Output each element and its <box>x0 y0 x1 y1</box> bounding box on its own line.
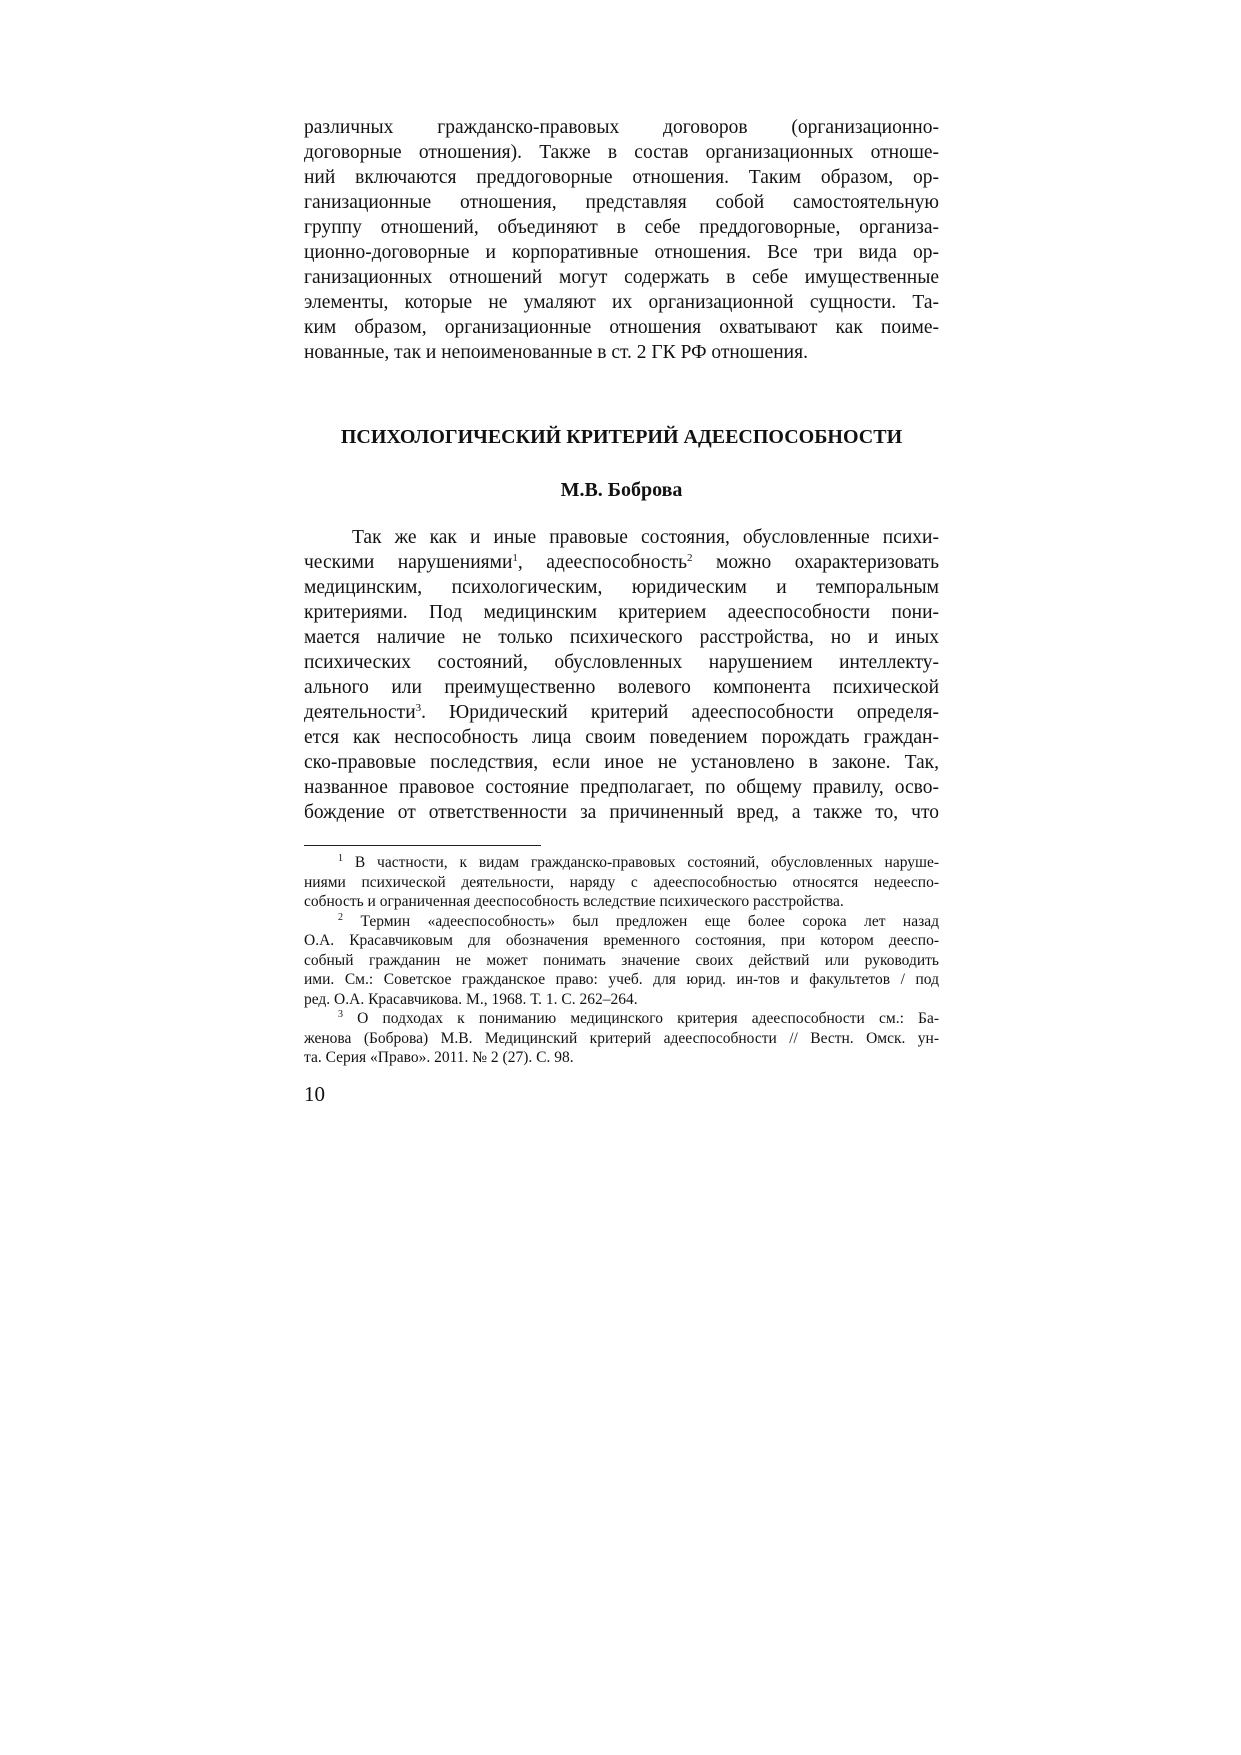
text-line: деятельности$^3$. Юридический критерий адееспособности определя- <box>304 702 939 723</box>
text-line: ким образом, организационные отношения охватывают как поиме- <box>304 317 939 338</box>
article-author: М.В. Боброва <box>560 479 683 501</box>
footnote-divider <box>304 845 541 846</box>
footnote-1-line: $^1$ В частности, к видам гражданско-правовых состояний, обусловленных наруше- <box>338 853 939 871</box>
text-line: ний включаются преддоговорные отношения. Таким образом, ор- <box>304 167 939 188</box>
text-line: группу отношений, объединяют в себе преддоговорные, организа- <box>304 217 939 238</box>
text-line: бождение от ответственности за причиненный вред, а также то, что <box>304 802 939 823</box>
text-line: договорные отношения). Также в состав организационных отноше- <box>304 142 939 163</box>
footnote-3-line: та. Серия «Право». 2011. № 2 (27). С. 98. <box>304 1049 574 1066</box>
text-line: ального или преимущественно волевого компонента психической <box>304 677 939 698</box>
footnote-1-line: собность и ограниченная дееспособность вследствие психического расстройства. <box>304 893 844 910</box>
footnote-3-line: $^3$ О подходах к пониманию медицинского критерия адееспособности см.: Ба- <box>338 1009 939 1027</box>
footnote-2-line: О.А. Красавчиковым для обозначения временного состояния, при котором дееспо- <box>304 932 939 949</box>
text-line: различных гражданско-правовых договоров (организационно- <box>304 117 939 138</box>
article-title: ПСИХОЛОГИЧЕСКИЙ КРИТЕРИЙ АДЕЕСПОСОБНОСТИ <box>340 426 903 448</box>
page-number: 10 <box>304 1082 325 1106</box>
continuation-paragraph <box>304 115 939 365</box>
footnote-2-line: собный гражданин не может понимать значение своих действий или руководить <box>304 951 939 969</box>
text-line: нованные, так и непоименованные в ст. 2 ГК РФ отношения. <box>304 342 808 363</box>
text-line: элементы, которые не умаляют их организационной сущности. Та- <box>304 292 939 313</box>
text-line: названное правовое состояние предполагает, по общему правилу, осво- <box>304 777 939 798</box>
footnote-2-line: $^2$ Термин «адееспособность» был предложен еще более сорока лет назад <box>338 911 939 930</box>
text-line: ганизационных отношений могут содержать в себе имущественные <box>304 267 939 288</box>
footnote-3-line: женова (Боброва) М.В. Медицинский критерий адееспособности // Вестн. Омск. ун- <box>304 1029 939 1047</box>
article-body-paragraph <box>304 525 939 825</box>
text-line: ганизационные отношения, представляя собой самостоятельную <box>304 192 939 213</box>
text-line: психических состояний, обусловленных нарушением интеллекту- <box>304 652 939 673</box>
text-line: критериями. Под медицинским критерием адееспособности пони- <box>304 602 939 623</box>
text-line: ческими нарушениями$^1$, адееспособность$^2$ можно охарактеризовать <box>304 552 939 573</box>
text-line: Так же как и иные правовые состояния, обусловленные психи- <box>352 527 939 548</box>
footnote-2-line: ими. См.: Советское гражданское право: учеб. для юрид. ин-тов и факультетов / под <box>304 971 939 988</box>
text-line: ско-правовые последствия, если иное не установлено в законе. Так, <box>304 752 939 773</box>
text-line: ционно-договорные и корпоративные отношения. Все три вида ор- <box>304 242 939 263</box>
footnotes <box>304 853 939 1068</box>
footnote-ref-3[interactable]: 3 <box>415 702 422 714</box>
text-line: ется как неспособность лица своим поведением порождать граждан- <box>304 727 939 748</box>
footnote-1-line: ниями психической деятельности, наряду с адееспособностью относятся недееспо- <box>304 873 939 891</box>
footnote-2-line: ред. О.А. Красавчикова. М., 1968. Т. 1. С. 262–264. <box>304 990 638 1008</box>
footnote-ref-1[interactable]: 1 <box>512 552 518 564</box>
footnote-ref-2[interactable]: 2 <box>687 552 693 564</box>
text-line: медицинским, психологическим, юридическим и темпоральным <box>304 577 939 598</box>
text-line: мается наличие не только психического расстройства, но и иных <box>304 627 939 648</box>
